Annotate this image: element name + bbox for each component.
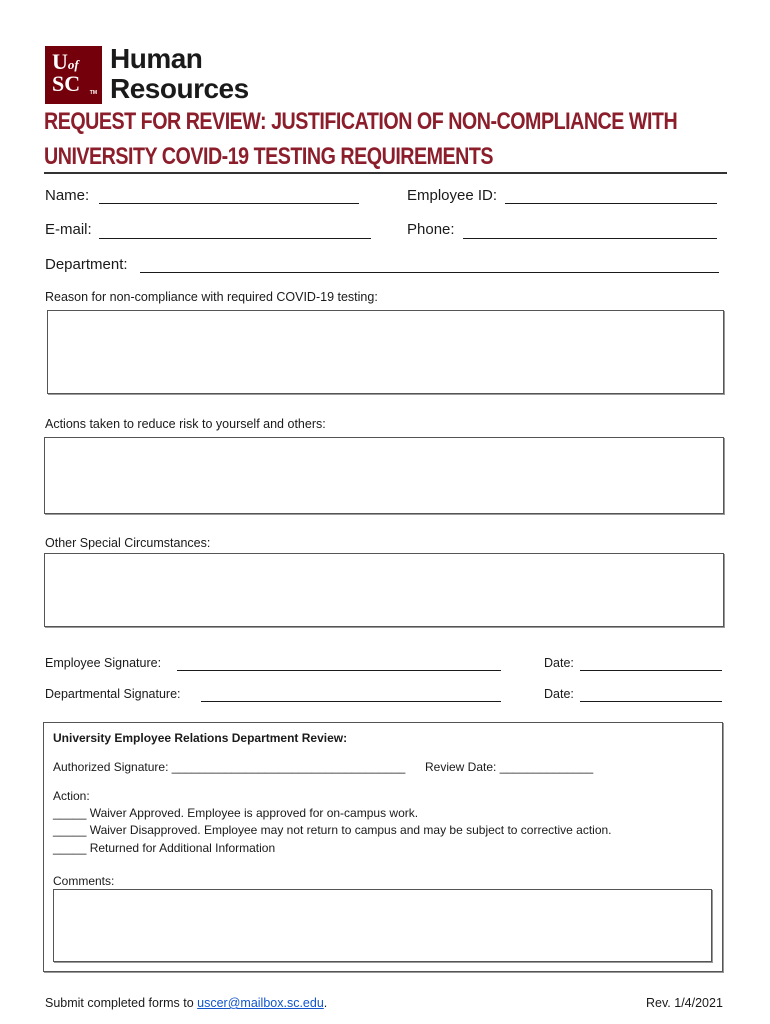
title-line-2: UNIVERSITY COVID-19 TESTING REQUIREMENTS xyxy=(44,143,494,170)
reason-textarea[interactable] xyxy=(47,310,724,394)
logo-tm-text: TM xyxy=(89,90,97,96)
submit-text: Submit completed forms to xyxy=(45,996,198,1010)
email-link[interactable]: uscer@mailbox.sc.edu xyxy=(197,996,324,1010)
action-label: Action: xyxy=(53,789,90,803)
submit-end: . xyxy=(323,996,328,1010)
phone-field[interactable] xyxy=(463,238,717,239)
actions-label: Actions taken to reduce risk to yourself and others: xyxy=(45,417,326,431)
departmental-date-field[interactable] xyxy=(580,701,722,702)
logo-sc-text: SC xyxy=(52,71,81,96)
departmental-signature-field[interactable] xyxy=(201,701,501,702)
logo-of-text: of xyxy=(67,57,79,72)
departmental-signature-label: Departmental Signature: xyxy=(45,687,181,701)
employee-date-field[interactable] xyxy=(580,670,722,671)
review-date-label: Review Date: ______________ xyxy=(425,760,594,774)
employee-id-label: Employee ID: xyxy=(407,187,498,204)
submit-instructions xyxy=(45,996,327,1011)
revision-date: Rev. 1/4/2021 xyxy=(646,996,723,1010)
form-title xyxy=(44,104,678,174)
logo-u-text: U xyxy=(52,49,68,74)
reason-label: Reason for non-compliance with required COVID-19 testing: xyxy=(45,290,378,304)
authorized-signature-label: Authorized Signature: ___________________________________ xyxy=(53,760,406,774)
comments-textarea[interactable] xyxy=(53,889,712,962)
departmental-date-label: Date: xyxy=(544,687,574,701)
name-field[interactable] xyxy=(99,203,359,204)
employee-signature-label: Employee Signature: xyxy=(45,656,162,670)
name-label: Name: xyxy=(45,187,90,204)
employee-id-field[interactable] xyxy=(505,203,717,204)
title-divider xyxy=(44,172,727,174)
option-waiver-disapproved: _____ Waiver Disapproved. Employee may not return to campus and may be subject to corrective action. xyxy=(53,823,612,837)
option-returned: _____ Returned for Additional Information xyxy=(53,841,276,855)
employee-date-label: Date: xyxy=(544,656,574,670)
brand-name xyxy=(110,44,249,104)
comments-label: Comments: xyxy=(53,874,115,888)
other-circumstances-label: Other Special Circumstances: xyxy=(45,536,211,550)
actions-textarea[interactable] xyxy=(44,437,724,514)
review-heading: University Employee Relations Department Review: xyxy=(53,731,348,745)
phone-label: Phone: xyxy=(407,221,455,238)
department-label: Department: xyxy=(45,256,128,273)
option-waiver-approved: _____ Waiver Approved. Employee is approved for on-campus work. xyxy=(53,806,419,820)
other-circumstances-textarea[interactable] xyxy=(44,553,724,627)
employee-signature-field[interactable] xyxy=(177,670,501,671)
brand-line-2: Resources xyxy=(110,73,249,104)
title-line-1: REQUEST FOR REVIEW: JUSTIFICATION OF NON-COMPLIANCE WITH xyxy=(44,108,678,135)
email-label: E-mail: xyxy=(45,221,92,238)
usc-logo xyxy=(45,46,102,104)
brand-line-1: Human xyxy=(110,43,203,74)
email-field[interactable] xyxy=(99,238,371,239)
department-field[interactable] xyxy=(140,272,719,273)
